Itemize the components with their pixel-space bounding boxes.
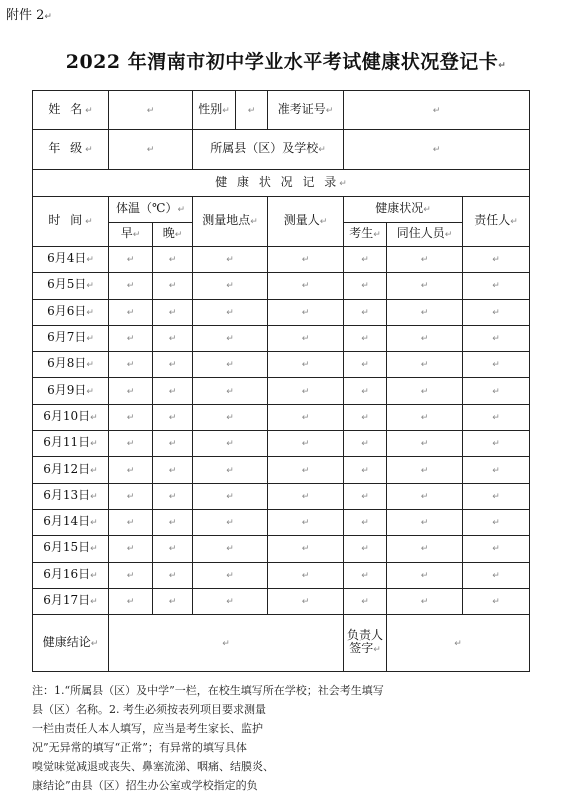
measurer-cell[interactable]: ↵ — [268, 247, 344, 273]
note-line: 况”无异常的填写“正常”；有异常的填写具体 — [32, 741, 247, 754]
measurer-cell[interactable]: ↵ — [268, 273, 344, 299]
date-row — [33, 299, 530, 325]
date-row — [33, 588, 530, 614]
date-row — [33, 536, 530, 562]
morning-temp-cell[interactable]: ↵ — [109, 378, 153, 404]
examinee-status-cell[interactable]: ↵ — [344, 588, 387, 614]
location-cell[interactable]: ↵ — [193, 273, 268, 299]
evening-temp-cell[interactable]: ↵ — [153, 509, 193, 535]
responsible-cell[interactable]: ↵ — [463, 404, 530, 430]
admission-no-field[interactable]: ↵ — [344, 91, 530, 130]
examinee-status-cell[interactable]: ↵ — [344, 509, 387, 535]
cohabitant-status-cell[interactable]: ↵ — [387, 325, 463, 351]
signature-label: 负责人签字↵ — [344, 615, 387, 672]
measurer-cell[interactable]: ↵ — [268, 299, 344, 325]
morning-temp-cell[interactable]: ↵ — [109, 325, 153, 351]
cohabitant-status-cell[interactable]: ↵ — [387, 457, 463, 483]
morning-temp-cell[interactable]: ↵ — [109, 536, 153, 562]
page-title: 2022 年渭南市初中学业水平考试健康状况登记卡↵ — [65, 51, 507, 73]
measurer-cell[interactable]: ↵ — [268, 562, 344, 588]
cohabitant-status-cell[interactable]: ↵ — [387, 588, 463, 614]
responsible-cell[interactable]: ↵ — [463, 378, 530, 404]
responsible-cell[interactable]: ↵ — [463, 352, 530, 378]
morning-temp-cell[interactable]: ↵ — [109, 588, 153, 614]
evening-temp-cell[interactable]: ↵ — [153, 431, 193, 457]
measurer-cell[interactable]: ↵ — [268, 378, 344, 404]
date-rows — [33, 247, 530, 615]
responsible-cell[interactable]: ↵ — [463, 457, 530, 483]
grade-field[interactable]: ↵ — [109, 130, 193, 170]
time-header: 时 间↵ — [33, 197, 109, 247]
measurer-cell[interactable]: ↵ — [268, 588, 344, 614]
evening-temp-cell[interactable]: ↵ — [153, 247, 193, 273]
cohabitant-status-cell[interactable]: ↵ — [387, 562, 463, 588]
location-cell[interactable]: ↵ — [193, 483, 268, 509]
date-cell: 6月13日↵ — [33, 483, 109, 509]
evening-temp-cell[interactable]: ↵ — [153, 457, 193, 483]
date-cell: 6月8日↵ — [33, 352, 109, 378]
county-school-label: 所属县（区）及学校↵ — [193, 130, 344, 170]
county-school-field[interactable]: ↵ — [344, 130, 530, 170]
note-line: 注：1.“所属县（区）及中学”一栏，在校生填写所在学校；社会考生填写 — [32, 684, 384, 697]
measurer-cell[interactable]: ↵ — [268, 536, 344, 562]
examinee-status-cell[interactable]: ↵ — [344, 483, 387, 509]
date-row — [33, 483, 530, 509]
conclusion-label: 健康结论↵ — [33, 615, 109, 672]
location-cell[interactable]: ↵ — [193, 404, 268, 430]
cohabitant-status-cell[interactable]: ↵ — [387, 273, 463, 299]
examinee-status-cell[interactable]: ↵ — [344, 457, 387, 483]
measurer-header: 测量人↵ — [268, 197, 344, 247]
date-cell: 6月16日↵ — [33, 562, 109, 588]
examinee-header: 考生↵ — [344, 223, 387, 247]
responsible-header: 责任人↵ — [463, 197, 530, 247]
measurer-cell[interactable]: ↵ — [268, 457, 344, 483]
date-row — [33, 562, 530, 588]
date-cell: 6月7日↵ — [33, 325, 109, 351]
evening-temp-cell[interactable]: ↵ — [153, 378, 193, 404]
date-cell: 6月11日↵ — [33, 431, 109, 457]
examinee-status-cell[interactable]: ↵ — [344, 536, 387, 562]
health-registration-table — [32, 90, 530, 672]
cohabitant-status-cell[interactable]: ↵ — [387, 536, 463, 562]
evening-header: 晚↵ — [153, 223, 193, 247]
evening-temp-cell[interactable]: ↵ — [153, 299, 193, 325]
examinee-status-cell[interactable]: ↵ — [344, 378, 387, 404]
date-cell: 6月14日↵ — [33, 509, 109, 535]
evening-temp-cell[interactable]: ↵ — [153, 536, 193, 562]
responsible-cell[interactable]: ↵ — [463, 273, 530, 299]
location-cell[interactable]: ↵ — [193, 536, 268, 562]
evening-temp-cell[interactable]: ↵ — [153, 273, 193, 299]
date-row — [33, 273, 530, 299]
notes — [32, 681, 532, 795]
date-row — [33, 378, 530, 404]
responsible-cell[interactable]: ↵ — [463, 536, 530, 562]
note-line: 嗅觉味觉减退或丧失、鼻塞流涕、咽痛、结膜炎、 — [32, 760, 274, 773]
responsible-cell[interactable]: ↵ — [463, 325, 530, 351]
date-cell: 6月6日↵ — [33, 299, 109, 325]
temperature-header: 体温（℃）↵ — [109, 197, 193, 223]
date-row — [33, 352, 530, 378]
measurer-cell[interactable]: ↵ — [268, 431, 344, 457]
note-line: 一栏由责任人本人填写，应当是考生家长、监护 — [32, 722, 263, 735]
date-cell: 6月17日↵ — [33, 588, 109, 614]
location-header: 测量地点↵ — [193, 197, 268, 247]
location-cell[interactable]: ↵ — [193, 247, 268, 273]
responsible-cell[interactable]: ↵ — [463, 483, 530, 509]
measurer-cell[interactable]: ↵ — [268, 483, 344, 509]
morning-temp-cell[interactable]: ↵ — [109, 483, 153, 509]
examinee-status-cell[interactable]: ↵ — [344, 431, 387, 457]
name-label: 姓 名↵ — [33, 91, 109, 130]
cohabitant-status-cell[interactable]: ↵ — [387, 299, 463, 325]
examinee-status-cell[interactable]: ↵ — [344, 273, 387, 299]
date-cell: 6月5日↵ — [33, 273, 109, 299]
gender-label: 性别↵ — [193, 91, 236, 130]
cohabitant-status-cell[interactable]: ↵ — [387, 352, 463, 378]
examinee-status-cell[interactable]: ↵ — [344, 325, 387, 351]
examinee-status-cell[interactable]: ↵ — [344, 352, 387, 378]
date-cell: 6月4日↵ — [33, 247, 109, 273]
location-cell[interactable]: ↵ — [193, 352, 268, 378]
morning-temp-cell[interactable]: ↵ — [109, 299, 153, 325]
note-line: 康结论”由县（区）招生办公室或学校指定的负 — [32, 779, 258, 792]
location-cell[interactable]: ↵ — [193, 509, 268, 535]
cohabitant-status-cell[interactable]: ↵ — [387, 431, 463, 457]
morning-temp-cell[interactable]: ↵ — [109, 509, 153, 535]
date-cell: 6月9日↵ — [33, 378, 109, 404]
signature-field[interactable]: ↵ — [387, 615, 530, 672]
location-cell[interactable]: ↵ — [193, 299, 268, 325]
morning-temp-cell[interactable]: ↵ — [109, 457, 153, 483]
cohabitant-status-cell[interactable]: ↵ — [387, 378, 463, 404]
conclusion-field[interactable]: ↵ — [109, 615, 344, 672]
examinee-status-cell[interactable]: ↵ — [344, 247, 387, 273]
date-row — [33, 431, 530, 457]
record-header: 健 康 状 况 记 录↵ — [33, 170, 530, 197]
measurer-cell[interactable]: ↵ — [268, 404, 344, 430]
grade-label: 年 级↵ — [33, 130, 109, 170]
location-cell[interactable]: ↵ — [193, 457, 268, 483]
health-status-header: 健康状况↵ — [344, 197, 463, 223]
note-line: 县（区）名称。2. 考生必须按表列项目要求测量 — [32, 703, 266, 716]
date-row — [33, 404, 530, 430]
responsible-cell[interactable]: ↵ — [463, 509, 530, 535]
evening-temp-cell[interactable]: ↵ — [153, 325, 193, 351]
examinee-status-cell[interactable]: ↵ — [344, 404, 387, 430]
page-fade — [342, 699, 542, 799]
name-field[interactable]: ↵ — [109, 91, 193, 130]
date-row — [33, 325, 530, 351]
evening-temp-cell[interactable]: ↵ — [153, 404, 193, 430]
date-row — [33, 457, 530, 483]
morning-temp-cell[interactable]: ↵ — [109, 273, 153, 299]
location-cell[interactable]: ↵ — [193, 588, 268, 614]
responsible-cell[interactable]: ↵ — [463, 299, 530, 325]
cohabitant-header: 同住人员↵ — [387, 223, 463, 247]
location-cell[interactable]: ↵ — [193, 378, 268, 404]
evening-temp-cell[interactable]: ↵ — [153, 562, 193, 588]
date-cell: 6月12日↵ — [33, 457, 109, 483]
location-cell[interactable]: ↵ — [193, 562, 268, 588]
cohabitant-status-cell[interactable]: ↵ — [387, 247, 463, 273]
date-row — [33, 509, 530, 535]
measurer-cell[interactable]: ↵ — [268, 352, 344, 378]
cohabitant-status-cell[interactable]: ↵ — [387, 509, 463, 535]
date-cell: 6月15日↵ — [33, 536, 109, 562]
location-cell[interactable]: ↵ — [193, 325, 268, 351]
admission-no-label: 准考证号↵ — [268, 91, 344, 130]
measurer-cell[interactable]: ↵ — [268, 325, 344, 351]
date-row — [33, 247, 530, 273]
measurer-cell[interactable]: ↵ — [268, 509, 344, 535]
cohabitant-status-cell[interactable]: ↵ — [387, 404, 463, 430]
cohabitant-status-cell[interactable]: ↵ — [387, 483, 463, 509]
morning-header: 早↵ — [109, 223, 153, 247]
evening-temp-cell[interactable]: ↵ — [153, 483, 193, 509]
evening-temp-cell[interactable]: ↵ — [153, 352, 193, 378]
examinee-status-cell[interactable]: ↵ — [344, 299, 387, 325]
morning-temp-cell[interactable]: ↵ — [109, 431, 153, 457]
examinee-status-cell[interactable]: ↵ — [344, 562, 387, 588]
responsible-cell[interactable]: ↵ — [463, 588, 530, 614]
date-cell: 6月10日↵ — [33, 404, 109, 430]
location-cell[interactable]: ↵ — [193, 431, 268, 457]
morning-temp-cell[interactable]: ↵ — [109, 352, 153, 378]
evening-temp-cell[interactable]: ↵ — [153, 588, 193, 614]
gender-field[interactable]: ↵ — [236, 91, 268, 130]
responsible-cell[interactable]: ↵ — [463, 562, 530, 588]
annex-label: 附件 2↵ — [6, 8, 52, 23]
morning-temp-cell[interactable]: ↵ — [109, 247, 153, 273]
morning-temp-cell[interactable]: ↵ — [109, 404, 153, 430]
responsible-cell[interactable]: ↵ — [463, 431, 530, 457]
responsible-cell[interactable]: ↵ — [463, 247, 530, 273]
morning-temp-cell[interactable]: ↵ — [109, 562, 153, 588]
